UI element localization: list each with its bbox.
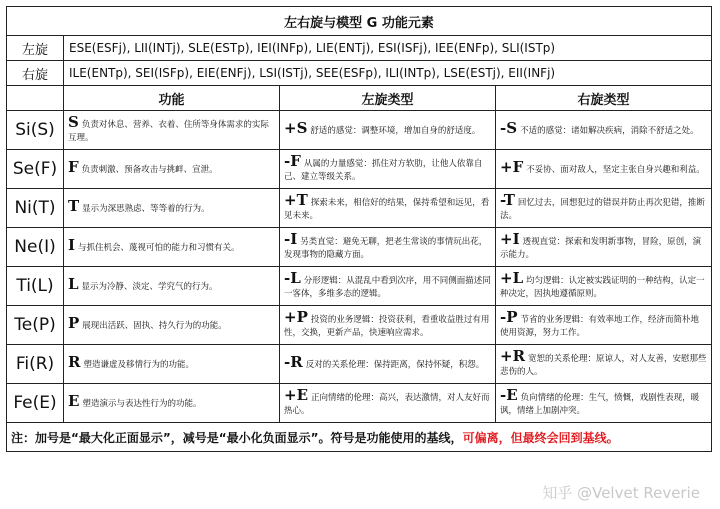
table-row [7,111,712,150]
header-function: 功能 [64,86,280,111]
left-spin-cell [280,189,496,228]
right-spin-description: 负向情绪的伦理：生气，愤慨，戏剧性表现，暖讽，情绪上加剧冲突。 [500,392,700,416]
left-spin-symbol: +E [284,385,309,404]
footnote-highlight: 可偏离，但最终会回到基线。 [462,430,619,445]
right-spin-label: 右旋 [7,61,64,86]
left-spin-symbol: -R [284,353,303,371]
function-symbol: E [68,392,80,410]
right-spin-cell [496,306,712,345]
function-description: 负责对休息、营养、衣着、住所等身体需求的实际互理。 [68,119,269,143]
right-spin-description: 节省的业务逻辑：有效率地工作，经济而简朴地使用资源，努力工作。 [500,314,700,338]
right-spin-symbol: +F [500,158,524,176]
function-name: Te(P) [7,306,64,345]
left-spin-cell [280,228,496,267]
function-cell [64,111,280,150]
left-spin-cell [280,384,496,423]
header-blank [7,86,64,111]
left-spin-description: 舒适的感觉：调整环境，增加自身的舒适度。 [310,126,481,136]
header-left-spin: 左旋类型 [280,86,496,111]
left-spin-symbol: -I [284,229,298,248]
function-symbol: T [68,197,80,215]
right-spin-cell [496,111,712,150]
function-symbol: S [68,112,79,131]
function-cell [64,267,280,306]
left-spin-cell [280,345,496,384]
right-spin-symbol: -T [500,190,515,209]
left-spin-symbol: +T [284,190,308,209]
table-row [7,384,712,423]
table-row [7,150,712,189]
right-spin-cell [496,189,712,228]
left-spin-description: 分形逻辑：从混乱中看到次序，用不同侧面描述同一客体，多维多态的逻辑。 [284,275,491,299]
function-cell [64,345,280,384]
function-symbol: F [68,158,79,176]
right-spin-symbol: -P [500,307,518,326]
right-spin-cell [496,345,712,384]
function-symbol: R [68,353,81,371]
function-name: Se(F) [7,150,64,189]
function-name: Ni(T) [7,189,64,228]
document [6,6,711,452]
function-cell [64,306,280,345]
left-spin-description: 反对的关系伦理：保持距离，保持怀疑，积怨。 [305,360,485,370]
table-row [7,228,712,267]
table-title: 左右旋与模型 G 功能元素 [7,7,712,36]
left-spin-symbol: -F [284,151,301,170]
function-cell [64,384,280,423]
watermark: 知乎 @Velvet Reverie [542,484,700,502]
left-spin-types: ESE(ESFj), LII(INTj), SLE(ESTp), IEI(INFp), LIE(ENTj), ESI(ISFj), IEE(ENFp), SLI(ISTp) [64,36,712,61]
left-spin-cell [280,150,496,189]
left-spin-description: 正向情绪的伦理：高兴，表达激情，对人友好而热心。 [284,392,490,416]
left-spin-description: 探索未来，相信好的结果，保持希望和远见，看见未来。 [284,197,490,221]
right-spin-cell [496,228,712,267]
footnote-text: 注：加号是“最大化正面显示”，减号是“最小化负面显示”。符号是功能使用的基线， [11,430,463,445]
function-description: 与抓住机会、蔑视可怕的能力和习惯有关。 [78,243,240,253]
right-spin-description: 宽恕的关系伦理：原谅人，对人友善，安慰那些悲伤的人。 [500,353,707,377]
right-spin-cell [496,267,712,306]
function-symbol: P [68,314,80,332]
function-elements-table [6,6,712,452]
footnote [7,423,712,452]
left-spin-symbol: -L [284,268,301,287]
function-description: 显示为冷静、淡定、学究气的行为。 [81,282,218,292]
function-symbol: I [68,236,76,254]
left-spin-description: 另类直觉：避免无聊，把老生常谈的事情玩出花，发现事物的隐藏方面。 [284,236,488,260]
left-spin-symbol: +S [284,119,308,137]
table-row [7,345,712,384]
right-spin-description: 不妥协、面对敌人，坚定主张自身兴趣和利益。 [526,165,705,175]
right-spin-description: 均匀逻辑：认定被实践证明的一种结构，认定一种决定，因执地遵循原则。 [500,275,705,299]
left-spin-symbol: +P [284,307,308,326]
function-description: 负责刺激、预备攻击与挑衅、宣泄。 [81,165,218,175]
right-spin-cell [496,384,712,423]
function-cell [64,150,280,189]
function-name: Fe(E) [7,384,64,423]
function-description: 展现出活跃、固执、持久行为的功能。 [82,321,227,331]
left-spin-cell [280,111,496,150]
right-spin-description: 透视直觉：探索和发明新事物，冒险，原创，演示能力。 [500,236,702,260]
left-spin-cell [280,267,496,306]
function-description: 塑造演示与表达性行为的功能。 [82,399,202,409]
left-spin-cell [280,306,496,345]
function-name: Ne(I) [7,228,64,267]
function-symbol: L [68,275,79,293]
function-description: 显示为深思熟虑、等等着的行为。 [82,204,210,214]
table-row [7,189,712,228]
header-right-spin: 右旋类型 [496,86,712,111]
function-cell [64,189,280,228]
function-cell [64,228,280,267]
right-spin-cell [496,150,712,189]
right-spin-types: ILE(ENTp), SEI(ISFp), EIE(ENFj), LSI(ISTj), SEE(ESFp), ILI(INTp), LSE(ESTj), EII(INFj) [64,61,712,86]
left-spin-description: 从属的力量感觉：抓住对方软肋，让他人依靠自己、建立等级关系。 [284,158,483,182]
right-spin-symbol: +R [500,346,526,365]
right-spin-description: 不适的感觉：诸如解决疾病，消除不舒适之处。 [520,126,699,136]
function-name: Ti(L) [7,267,64,306]
table-row [7,306,712,345]
right-spin-symbol: +L [500,268,524,287]
left-spin-label: 左旋 [7,36,64,61]
function-name: Fi(R) [7,345,64,384]
table-row [7,267,712,306]
function-name: Si(S) [7,111,64,150]
left-spin-description: 投资的业务逻辑：投资获利，看重收益胜过有用性，交换，更新产品，快速响应需求。 [284,314,490,338]
function-description: 塑造谦虚及移情行为的功能。 [83,360,194,370]
right-spin-symbol: +I [500,229,520,248]
right-spin-symbol: -S [500,119,518,137]
right-spin-description: 回忆过去，回想犯过的错误并防止再次犯错，推断法。 [500,197,705,221]
right-spin-symbol: -E [500,385,518,404]
